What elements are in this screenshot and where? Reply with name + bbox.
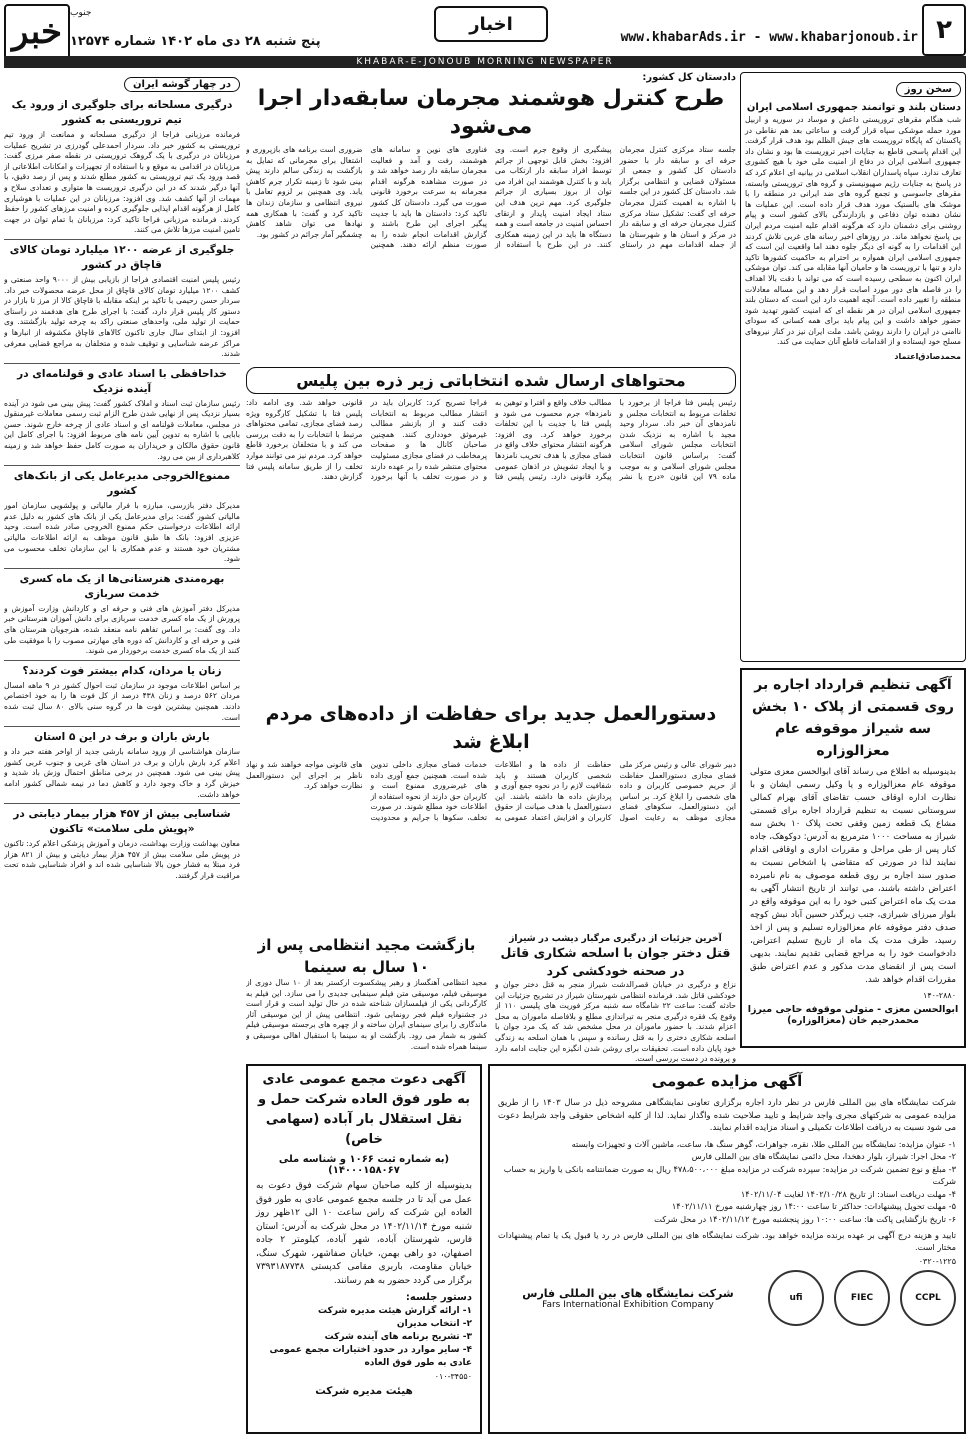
lease-ad-code: ۱۴۰-۲۸۸۰ bbox=[923, 991, 956, 1000]
lead-body: جلسه ستاد مرکزی کنترل مجرمان حرفه ای و سابقه دار با حضور دادستان کل کشور و جمعی از مسئولان قضایی و انتظامی برگزار شد. دادستان کل کشور در این جلسه با اشاره به اهمیت کنترل مجرمان حرفه ای گفت: تشکیل ستاد مرکزی کنترل مجرمان حرفه ای و سابقه دار در مرکز و استان ها و شهرستان ها از جمله اقدامات مهم در راستای پیشگیری از وقوع جرم است. وی افزود: بخش قابل توجهی از جرائم توسط افراد سابقه دار ارتکاب می یابد و با کنترل هوشمند این افراد می توان از بروز بسیاری از جرائم جلوگیری کرد. مهم ترین هدف این ستاد ایجاد امنیت پایدار و ارتقای احساس امنیت در جامعه است و همه دستگاه ها باید در این زمینه همکاری کنند. در این طرح با استفاده از فناوری های نوین و سامانه های هوشمند، رفت و آمد و فعالیت مجرمان سابقه دار رصد خواهد شد و در صورت مشاهده هرگونه اقدام مجرمانه به سرعت برخورد قانونی صورت می گیرد. دادستان کل کشور تاکید کرد: دادستان ها باید با جدیت پیگیر اجرای این طرح باشند و گزارش اقدامات انجام شده را به صورت منظم ارائه دهند. همچنین ضروری است برنامه های بازپروری و اشتغال برای مجرمانی که تمایل به بازگشت به زندگی سالم دارند پیش بینی شود تا زمینه تکرار جرم کاهش یابد. وی همچنین بر لزوم تعامل با نیروی انتظامی و سازمان زندان ها تاکید کرد و گفت: با همکاری همه نهادها می توان شاهد کاهش چشمگیر آمار جرائم در کشور بود. bbox=[246, 145, 736, 250]
meeting-ad-title: آگهی دعوت مجمع عمومی عادی به طور فوق العاده شرکت حمل و نقل استقلال بار آباده (سهامی خاص) bbox=[258, 1072, 470, 1147]
ccpl-logo-icon: CCPL bbox=[900, 1270, 956, 1326]
auction-ad-footer: تایید و هزینه درج آگهی بر عهده برنده مزایده خواهد بود. شرکت نمایشگاه های بین المللی فارس در رد یا قبول یک یا تمام پیشنهادات مختار است. bbox=[498, 1230, 956, 1252]
page-number: ۲ bbox=[922, 4, 966, 56]
story4-kicker: آخرین جزئیات از درگیری مرگبار دیشب در شیراز bbox=[509, 934, 722, 944]
lease-ad-title: آگهی تنظیم قرارداد اجاره بر روی قسمتی از پلاک ۱۰ بخش سه شیراز موقوفه عام معزالوزاره bbox=[752, 677, 954, 759]
provinces-section-tab: در چهار گوشه ایران bbox=[124, 77, 240, 92]
lead-body-wrapper bbox=[246, 145, 736, 363]
article-divider bbox=[4, 803, 240, 804]
logo-subtitle: جنوب bbox=[70, 8, 92, 18]
auction-items-list bbox=[498, 1138, 956, 1226]
lease-ad-body: بدینوسیله به اطلاع می رساند آقای ابوالحسن معزی متولی موقوفه عام معزالوزاره و یا وکیل رسمی ایشان و با نظارت اداره اوقاف حسب تقاضای آقای بهرام کمالی سروستانی نسبت به تنظیم قرارداد اجاره برای قسمتی مشاع یک قطعه زمین وقفی تحت پلاک ۱۰ بخش سه شیراز به مساحت ۱۰۰۰ مترمربع به آدرس: دوکوهک، جاده کنار پس از طی مراحل و مقررات اداری و اوقافی اقدام نمایند لذا در صورتی که متقاضی یا اشخاص نسبت به صدور سند اجاره بر روی قطعه موصوف به نام نامبرده اعتراض داشته باشند، می توانند از تاریخ انتشار آگهی به مدت یک ماه اعتراض کتبی خود را به این موقوفه واقع در بلوار میرزای شیرازی، جنب زیرگذر حسین آباد نبش کوچه صدف دفتر موقوفه عام معزالوزاره تسلیم و پس از اخذ رسید، ظرف مدت یک ماه از تاریخ تسلیم اعتراض، دادخواست خود را به مراجع قضایی تقدیم نمایند. بدیهی است پس از انقضای مدت مذکور و عدم اعتراض طبق مقررات اقدام خواهد شد. bbox=[749, 767, 956, 985]
english-banner: KHABAR-E-JONOUB MORNING NEWSPAPER bbox=[4, 56, 966, 68]
auction-advertisement bbox=[488, 1064, 966, 1434]
province-article-title: بارش باران و برف در این ۵ استان bbox=[34, 731, 210, 744]
auction-ad-code: ۰۳۲۰-۱۲۲۵ bbox=[918, 1257, 956, 1266]
agenda-item: ۲- انتخاب مدیران bbox=[396, 1319, 472, 1329]
province-article-title: جلوگیری از عرضه ۱۲۰۰ میلیارد تومان کالای قاچاق در کشور bbox=[9, 243, 235, 271]
editorial-author: محمدصادق‌اعتماد bbox=[894, 352, 961, 362]
editorial-title: دستان بلند و توانمند جمهوری اسلامی ایران bbox=[746, 102, 961, 113]
auction-ad-title: آگهی مزایده عمومی bbox=[651, 1072, 803, 1090]
province-article-body: فرمانده مرزبانی فراجا از درگیری مسلحانه و ممانعت از ورود تیم تروریستی به کشور خبر داد. سردار احمدعلی گودرزی در تشریح عملیات مرزبانان در درگیری با یک گروهک تروریستی در نقطه صفر مرزی گفت: مرزبانان در اقدامی به موقع و با استفاده از تجهیزات و امکانات اطلاعاتی از قصد ورود یک تیم تروریستی به کشور مطلع شدند و پس از رصد دقیق، با آنها درگیر شدند که در این درگیری تروریست ها متواری و تعدادی سلاح و مهمات از آنها کشف شد. وی افزود: مرزبانان در این عملیات با هوشیاری کامل از هرگونه اقدام ایذایی جلوگیری کرده و امنیت مرزهای کشور را حفظ کردند. فرمانده مرزبانی فراجا تاکید کرد: مرزبانان با تمام توان در جهت تامین امنیت مرزها تلاش می کنند. bbox=[4, 130, 240, 235]
agenda-item: ۴- سایر موارد در حدود اختیارات مجمع عمومی عادی به طور فوق العاده bbox=[269, 1345, 472, 1368]
article-divider bbox=[4, 465, 240, 466]
auction-item: ۵- مهلت تحویل پیشنهادات: حداکثر تا ساعت ۱۴:۰۰ روز چهارشنبه مورخ ۱۴۰۲/۱۱/۱۱ bbox=[671, 1201, 956, 1211]
auction-company-name-en: Fars International Exhibition Company bbox=[542, 1299, 714, 1310]
story5-headline: بازگشت مجید انتظامی پس از ۱۰ سال به سینما bbox=[257, 936, 476, 976]
meeting-ad-body: بدینوسیله از کلیه صاحبان سهام شرکت فوق دعوت به عمل می آید تا در جلسه مجمع عمومی عادی به طور فوق العاده این شرکت که راس ساعت ۱۰ الی ۱۲ظهر روز شنبه مورخ ۱۴۰۲/۱۱/۱۴ در محل شرکت به آدرس: استان فارس، شهرستان آباده، شهر آباده، کیلومتر ۲ جاده اصفهان، دو راهی بهمن، خیابان صفاشهر، شهرک سنگ، خیابان مقاومت، باربری مقامی کدپستی ۷۳۹۳۱۸۷۷۳۸ برگزار می گردد حضور به هم رسانند. bbox=[256, 1181, 473, 1286]
story2-body: رئیس پلیس فتا فراجا از برخورد با تخلفات مربوط به انتخابات مجلس و نامزدهای آن خبر داد. سردار وحید مجید با اشاره به نزدیک شدن انتخابات مجلس شورای اسلامی گفت: براساس قانون انتخابات مجلس شورای اسلامی و به موجب ماده ۷۹ این قانون «درج یا نشر مطالب خلاف واقع و افترا و توهین به نامزدها» جرم محسوب می شود و پلیس فتا با جدیت با این تخلفات برخورد خواهد کرد. وی افزود: هرگونه انتشار محتوای خلاف واقع در فضای مجازی با هدف تخریب نامزدها و یا ایجاد تشویش در اذهان عمومی پیگرد قانونی دارد. رئیس پلیس فتا فراجا تصریح کرد: کاربران باید در انتشار مطالب مربوط به انتخابات دقت کنند و از بازنشر مطالب غیرموثق خودداری کنند. همچنین صاحبان کانال ها و صفحات پرمخاطب در فضای مجازی مسئولیت محتوای منتشر شده را بر عهده دارند و در صورت تخلف با آنها برخورد قانونی خواهد شد. وی ادامه داد: پلیس فتا با تشکیل کارگروه ویژه رصد فضای مجازی، تمامی محتواهای مرتبط با انتخابات را به دقت بررسی می کند و با متخلفان برخورد قاطع خواهد کرد. مردم نیز می توانند موارد تخلف را از طریق سامانه پلیس فتا گزارش دهند. bbox=[246, 398, 736, 482]
province-article-body: رئیس سازمان ثبت اسناد و املاک کشور گفت: پیش بینی می شود در آینده بسیار نزدیک پس از نهایی شدن طرح الزام ثبت رسمی معاملات غیرمنقول در مجلس، معاملات قولنامه ای و اسناد عادی از چرخه خارج شوند. حسن بابایی با اشاره به تدوین آیین نامه های مربوط افزود: با اجرای کامل این قانون حقوق مالکان و خریداران به صورت کامل حفظ خواهد شد و زمینه کلاهبرداری از بین می رود. bbox=[4, 398, 240, 461]
province-article-body: سازمان هواشناسی از ورود سامانه بارشی جدید از اواخر هفته خبر داد و اعلام کرد بارش باران و برف در استان های غربی و جنوب غربی کشور پیش بینی می شود. همچنین در برخی مناطق احتمال وزش باد شدید و خیزش گرد و خاک وجود دارد و کاهش دما در نیمه شمالی کشور ادامه خواهد داشت. bbox=[4, 747, 240, 799]
auction-company-block bbox=[498, 1287, 758, 1310]
story5-body: مجید انتظامی آهنگساز و رهبر پیشکسوت ارکستر بعد از ۱۰ سال دوری از موسیقی فیلم، موسیقی متن فیلم سینمایی جدیدی را می سازد. این فیلم به کارگردانی یکی از فیلمسازان شناخته شده در حال تولید است و قرار است در جشنواره فیلم فجر رونمایی شود. انتظامی پیش از این موسیقی آثار ماندگاری را برای سینمای ایران ساخته و از چهره های برجسته موسیقی فیلم کشور به شمار می رود. بازگشت او به سینما با استقبال اهالی موسیقی و سینما همراه شده است. bbox=[246, 978, 487, 1051]
auction-item: ۴- مهلت دریافت اسناد: از تاریخ ۱۴۰۲/۱۰/۲۸ لغایت ۱۴۰۲/۱۱/۰۴ bbox=[740, 1188, 956, 1199]
meeting-ad-signature: هیئت مدیره شرکت bbox=[315, 1385, 413, 1397]
agenda-item: ۱- ارائه گزارش هیئت مدیره شرکت bbox=[318, 1306, 472, 1316]
auction-logos bbox=[490, 1266, 964, 1330]
masthead bbox=[4, 4, 966, 60]
auction-item: ۶- تاریخ بازگشایی پاکت ها: ساعت ۱۰:۰۰ روز پنجشنبه مورخ ۱۴۰۲/۱۱/۱۲ در محل شرکت bbox=[654, 1213, 956, 1224]
story3-body: دبیر شورای عالی و رئیس مرکز ملی فضای مجازی دستورالعمل حفاظت از حریم خصوصی کاربران و داده های شخصی را ابلاغ کرد. بر اساس این دستورالعمل، سکوهای فضای مجازی موظف به رعایت اصول حفاظت از داده ها و اطلاعات شخصی کاربران هستند و باید شفافیت لازم را در نحوه جمع آوری و پردازش داده ها داشته باشند. این دستورالعمل با هدف صیانت از حقوق کاربران و افزایش اعتماد عمومی به خدمات فضای مجازی داخلی تدوین شده است. همچنین جمع آوری داده های غیرضروری ممنوع است و کاربران حق دارند از نحوه استفاده از اطلاعات خود مطلع شوند. در صورت تخلف، سکوها با جرایم و محدودیت های قانونی مواجه خواهند شد و نهاد ناظر بر اجرای این دستورالعمل نظارت خواهد کرد. bbox=[246, 760, 736, 822]
ufi-logo-icon: ufi bbox=[768, 1270, 824, 1326]
auction-company-name: شرکت نمایشگاه های بین المللی فارس bbox=[522, 1286, 734, 1300]
province-article-title: خداحافظی با اسناد عادی و قولنامه‌ای در آینده نزدیک bbox=[17, 367, 227, 395]
meeting-agenda-title: دستور جلسه: bbox=[405, 1292, 472, 1303]
auction-ad-body: شرکت نمایشگاه های بین المللی فارس در نظر دارد اجاره برگزاری تعاونی نمایشگاهی مشروحه ذیل در سال ۱۴۰۳ را از طریق مزایده عمومی به شرکتهای مجری واجد شرایط و تایید صلاحیت شده واگذار نماید. لذا از کلیه اشخاص حقوقی واجد شرایط دعوت می شود نسبت به دریافت اطلاعات تکمیلی و اسناد مزایده اقدام نمایند. bbox=[498, 1097, 956, 1132]
article-divider bbox=[4, 363, 240, 364]
meeting-ad-registration: (به شماره ثبت ۱۰۶۶ و شناسه ملی ۱۴۰۰۰۱۵۸۰۶۷) bbox=[278, 1154, 450, 1176]
story2-body-wrapper bbox=[246, 398, 736, 698]
meeting-ad-code: ۰۱۰-۳۴۵۵۰ bbox=[434, 1372, 472, 1381]
editorial-tab: سخن روز bbox=[896, 82, 961, 97]
province-article-title: بهره‌مندی هنرستانی‌ها از یک ماه کسری خدمت سربازی bbox=[19, 572, 225, 600]
story2-headline: محتواهای ارسال شده انتخاباتی زیر ذره بین پلیس bbox=[246, 367, 736, 394]
province-article-title: زنان یا مردان، کدام بیشتر فوت کردند؟ bbox=[22, 664, 222, 677]
auction-item: ۱- عنوان مزایده: نمایشگاه بین المللی طلا، نقره، جواهرات، گوهر سنگ ها، ساعت، ماشین آلات و تجهیزات وابسته bbox=[571, 1138, 956, 1149]
issue-dateline: پنج شنبه ۲۸ دی ماه ۱۴۰۲ شماره ۱۲۵۷۴ bbox=[70, 34, 321, 49]
lease-ad-signature: ابوالحسن معزی - متولی موقوفه حاجی میرزا محمدرحیم خان (معزالوزاره) bbox=[747, 1004, 959, 1026]
article-divider bbox=[4, 568, 240, 569]
article-divider bbox=[4, 660, 240, 661]
editorial-box bbox=[740, 72, 966, 662]
editorial-body: شب هنگام مقرهای تروریستی داعش و موساد در سوریه و اربیل مورد حمله موشکی سپاه قرار گرفت و ساعاتی بعد هم نقاطی در پاکستان که پایگاه تروریست های جیش الظلم بود هدف قرار گرفت. این اقدام پاسخی قاطع به جنایات اخیر تروریست ها بود و نشان داد جمهوری اسلامی ایران در دفاع از امنیت ملی خود با هیچ کشوری تعارف ندارد. سپاه پاسداران انقلاب اسلامی در بیانیه ای اعلام کرد که در پاسخ به جنایات رژیم صهیونیستی و گروه های تروریستی وابسته، مقرهای جاسوسی و تجمع گروه های ضد ایرانی در منطقه را با موشک های بالستیک مورد هدف قرار داده است. این عملیات ها نشان دهنده توان دفاعی و بازدارندگی بالای کشور است و پیام روشنی برای دشمنان دارد که هرگونه اقدام علیه امنیت مردم ایران بی پاسخ نخواهد ماند. در روزهای اخیر رسانه های غربی تلاش کردند این اقدامات را به گونه ای دیگر جلوه دهند اما واقعیت این است که جمهوری اسلامی ایران همواره بر احترام به حاکمیت کشورها تاکید دارد و تنها با تروریست ها و حامیان آنها مقابله می کند. توان موشکی ایران اکنون به سطحی رسیده است که می تواند با دقت بالا اهداف را در فاصله های دور مورد اصابت قرار دهد و این مساله معادلات منطقه را تغییر داده است. آنچه اهمیت دارد این است که دستان بلند جمهوری اسلامی ایران در هر نقطه ای که امنیت کشور تهدید شود حضور خواهد داشت و این پیام باید برای همه کسانی که سودای ناامنی در ایران را دارند روشن باشد. ملت ایران نیز در کنار نیروهای مسلح خود ایستاده و از اقدامات قاطع آنان حمایت می کند. bbox=[745, 115, 961, 347]
lead-kicker: دادستان کل کشور: bbox=[642, 72, 736, 83]
provinces-column bbox=[4, 72, 240, 1432]
lease-advertisement bbox=[740, 668, 966, 1048]
province-article-body: رئیس پلیس امنیت اقتصادی فراجا از بازیابی بیش از ۹۰۰۰ واحد صنعتی و کشف ۱۲۰۰ میلیارد تومان کالای قاچاق از محل عرضه محصولات خبر داد. سردار حسن رحیمی با تاکید بر اینکه مقابله با قاچاق کالا از مرز تا بازار در دستور کار پلیس قرار دارد، گفت: با اجرای طرح های هدفمند در راستای حمایت از تولید ملی، واحدهای صنعتی راکد به چرخه تولید بازگشتند. وی افزود: از ابتدای سال جاری تاکنون کالاهای قاچاق مکشوفه از انبارها و مراکز عرضه شناسایی و توقیف شده و متخلفان به مراجع قضایی معرفی شدند. bbox=[4, 274, 240, 359]
auction-item: ۲- محل اجرا: شیراز، بلوار دهخدا، محل دائمی نمایشگاه های بین المللی فارس bbox=[691, 1151, 956, 1161]
newspaper-logo: خبر bbox=[4, 4, 70, 60]
agenda-item: ۳- تشریح برنامه های آینده شرکت bbox=[324, 1332, 472, 1342]
article-divider bbox=[4, 239, 240, 240]
province-article-body: معاون بهداشت وزارت بهداشت، درمان و آموزش پزشکی اعلام کرد: تاکنون در پویش ملی سلامت بیش از ۴۵۷ هزار بیمار دیابتی و بیش از ۸۲۱ هزار فرد مبتلا به فشار خون بالا شناسایی شده اند و افراد شناسایی شده تحت مراقبت قرار گرفتند. bbox=[4, 839, 240, 880]
story3-body-wrapper bbox=[246, 760, 736, 930]
province-article-title: ممنوع‌الخروجی مدیرعامل یکی از بانک‌های کشور bbox=[13, 470, 231, 498]
provinces-articles bbox=[4, 98, 240, 882]
meeting-agenda-list bbox=[256, 1305, 472, 1370]
fiec-logo-icon: FIEC bbox=[834, 1270, 890, 1326]
province-article-title: شناسایی بیش از ۴۵۷ هزار بیمار دیابتی در «پویش ملی سلامت» تاکنون bbox=[13, 808, 231, 836]
province-article-body: مدیرکل دفتر آموزش های فنی و حرفه ای و کاردانش وزارت آموزش و پرورش از یک ماه کسری خدمت سربازی برای دانش آموزان هنرستانی خبر داد. وی گفت: بر اساس تفاهم نامه منعقد شده، هنرجویان هنرستان های فنی و حرفه ای و کاردانش که دوره های مهارتی مصوب را با موفقیت طی کنند از یک ماه کسری خدمت برخوردار می شوند. bbox=[4, 603, 240, 656]
lead-headline: طرح کنترل هوشمند مجرمان سابقه‌دار اجرا می‌شود bbox=[257, 86, 725, 139]
center-news bbox=[246, 72, 736, 1110]
story4-body: نزاع و درگیری در خیابان قصرالدشت شیراز منجر به قتل دختر جوان و خودکشی قاتل شد. فرمانده انتظامی شهرستان شیراز در تشریح جزئیات این حادثه گفت: ساعت ۲۲ شامگاه سه شنبه مرکز فوریت های پلیسی ۱۱۰ از وقوع یک فقره درگیری منجر به تیراندازی مطلع و بلافاصله ماموران به محل اعزام شدند. با حضور ماموران در محل مشخص شد که یک مرد جوان با اسلحه شکاری دختری را به قتل رسانده و سپس با همان اسلحه به زندگی خود پایان داده است. تحقیقات برای روشن شدن انگیزه این جنایت ادامه دارد و پرونده در دست بررسی است. bbox=[495, 980, 736, 1064]
province-article-body: بر اساس اطلاعات موجود در سازمان ثبت احوال کشور در ۹ ماهه امسال مردان ۵۶۲ درصد و زنان ۴۳۸ درصد از کل فوت ها را به خود اختصاص دادند. همچنین بیشترین فوت ها در گروه سنی بالای ۸۰ سال ثبت شده است. bbox=[4, 680, 240, 722]
meeting-advertisement bbox=[246, 1064, 482, 1434]
province-article-body: مدیرکل دفتر بازرسی، مبارزه با فرار مالیاتی و پولشویی سازمان امور مالیاتی کشور گفت: برای مدیرعامل یکی از بانک های کشور به دلیل عدم ارائه اطلاعات درخواستی حکم ممنوع الخروجی صادر شده است. وحید عزیزی افزود: بانک ها طبق قانون موظف به ارائه اطلاعات مالیاتی مشتریان خود هستند و عدم همکاری با این سازمان تخلف محسوب می شود. bbox=[4, 501, 240, 564]
province-article-title: درگیری مسلحانه برای جلوگیری از ورود یک تیم تروریستی به کشور bbox=[11, 99, 233, 126]
section-title: اخبار bbox=[434, 6, 548, 42]
story3-headline: دستورالعمل جدید برای حفاظت از داده‌های مردم ابلاغ شد bbox=[265, 703, 717, 753]
website-urls[interactable]: www.khabarAds.ir - www.khabarjonoub.ir bbox=[620, 30, 918, 45]
auction-item: ۳- مبلغ و نوع تضمین شرکت در مزایده: سپرده شرکت در مزایده مبلغ ۴۷۸،۵۰۰،۰۰۰ ریال به صورت ضمانتنامه بانکی یا واریز به حساب شرکت bbox=[503, 1163, 956, 1186]
story4-headline: قتل دختر جوان با اسلحه شکاری قاتل در صحنه خودکشی کرد bbox=[500, 945, 731, 978]
article-divider bbox=[4, 726, 240, 727]
